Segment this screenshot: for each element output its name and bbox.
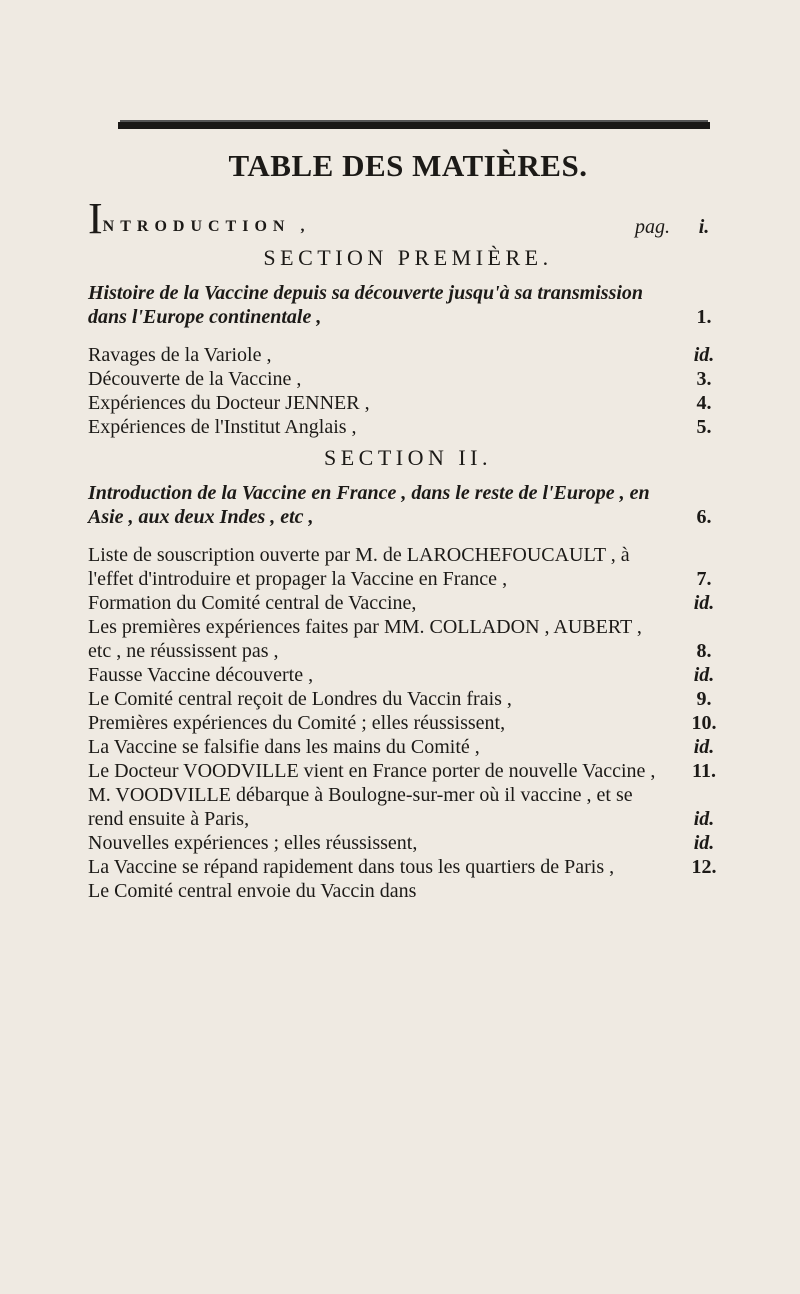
toc-entry[interactable]	[88, 855, 728, 879]
page-number: 6.	[696, 506, 712, 528]
introduction-label: NTRODUCTION ,	[102, 218, 311, 235]
section-heading: SECTION PREMIÈRE.	[263, 245, 553, 270]
page-number: i.	[698, 216, 710, 238]
page-number: 12.	[691, 856, 717, 878]
entry-text: Les premières expériences faites par MM. COLLADON , AUBERT , etc , ne réussissent pas ,	[88, 616, 642, 662]
page-number: id.	[693, 736, 715, 758]
toc-entry[interactable]	[88, 415, 728, 439]
entry-text: Découverte de la Vaccine ,	[88, 368, 302, 390]
entry-text: Premières expériences du Comité ; elles réussissent,	[88, 712, 506, 734]
section-summary[interactable]	[88, 481, 728, 529]
entry-text: La Vaccine se falsifie dans les mains du Comité ,	[88, 736, 480, 758]
page-content	[88, 148, 728, 903]
page-number: 1.	[696, 306, 712, 328]
toc-entry[interactable]	[88, 543, 728, 591]
page-number: 5.	[696, 416, 712, 438]
page-number: 4.	[696, 392, 712, 414]
toc-entry[interactable]	[88, 783, 728, 831]
summary-text: Introduction de la Vaccine en France , dans le reste de l'Europe , en Asie , aux deux Indes , etc ,	[88, 482, 650, 528]
entry-text: Expériences du Docteur JENNER ,	[88, 392, 370, 414]
toc-entry[interactable]	[88, 711, 728, 735]
drop-cap: I	[88, 194, 103, 243]
toc-list	[88, 543, 728, 903]
page-number: id.	[693, 808, 715, 830]
entry-text: M. VOODVILLE débarque à Boulogne-sur-mer où il vaccine , et se rend ensuite à Paris,	[88, 784, 633, 830]
toc-entry[interactable]	[88, 343, 728, 367]
toc-entry[interactable]	[88, 367, 728, 391]
entry-text: La Vaccine se répand rapidement dans tous les quartiers de Paris ,	[88, 856, 615, 878]
page-number: id.	[693, 592, 715, 614]
entry-text: Le Docteur VOODVILLE vient en France porter de nouvelle Vaccine ,	[88, 760, 656, 782]
page-number: 7.	[696, 568, 712, 590]
toc-entry[interactable]	[88, 735, 728, 759]
header-rule	[118, 122, 710, 129]
toc-entry[interactable]	[88, 615, 728, 663]
entry-text: Formation du Comité central de Vaccine,	[88, 592, 417, 614]
entry-text: Fausse Vaccine découverte ,	[88, 664, 314, 686]
toc-entry[interactable]	[88, 879, 728, 903]
page-number: 8.	[696, 640, 712, 662]
toc-entry[interactable]	[88, 687, 728, 711]
page-number: 9.	[696, 688, 712, 710]
entry-text: Le Comité central reçoit de Londres du Vaccin frais ,	[88, 688, 512, 710]
page-number: id.	[693, 664, 715, 686]
page-number: id.	[693, 832, 715, 854]
toc-entry[interactable]	[88, 591, 728, 615]
page-number: 10.	[691, 712, 717, 734]
toc-list	[88, 343, 728, 439]
page-number: 3.	[696, 368, 712, 390]
summary-text: Histoire de la Vaccine depuis sa découverte jusqu'à sa transmission dans l'Europe continentale ,	[88, 282, 644, 328]
entry-text: Ravages de la Variole ,	[88, 344, 272, 366]
section-summary[interactable]	[88, 281, 728, 329]
section-heading: SECTION II.	[323, 445, 493, 470]
toc-entry[interactable]	[88, 759, 728, 783]
toc-entry[interactable]	[88, 663, 728, 687]
toc-entry[interactable]	[88, 391, 728, 415]
page-number: id.	[693, 344, 715, 366]
toc-introduction[interactable]	[88, 194, 728, 243]
entry-text: Liste de souscription ouverte par M. de LAROCHEFOUCAULT , à l'effet d'introduire et propager la Vaccine en France ,	[88, 544, 630, 590]
toc-entry[interactable]	[88, 831, 728, 855]
entry-text: Nouvelles expériences ; elles réussissent,	[88, 832, 418, 854]
page-title: TABLE DES MATIÈRES.	[228, 148, 588, 183]
entry-text: Expériences de l'Institut Anglais ,	[88, 416, 357, 438]
pag-label: pag.	[635, 216, 670, 238]
entry-text: Le Comité central envoie du Vaccin dans	[88, 880, 417, 902]
page-number: 11.	[692, 760, 716, 782]
